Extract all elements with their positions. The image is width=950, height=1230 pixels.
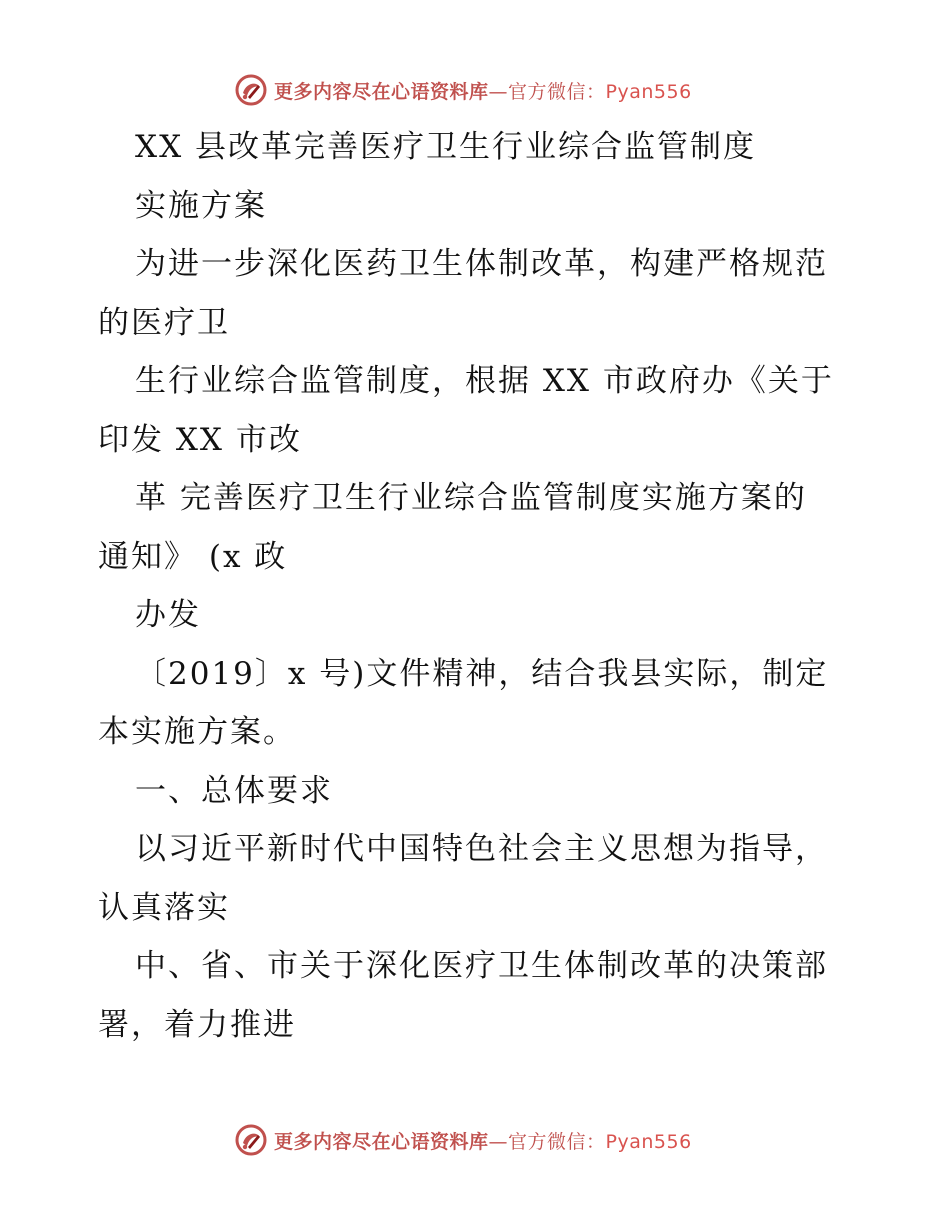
text-line: 革 完善医疗卫生行业综合监管制度实施方案的 [135,480,807,516]
text-line: 中、省、市关于深化医疗卫生体制改革的决策部 [135,948,828,984]
banner-wechat-label: 官方微信： [508,80,606,103]
banner-site-name: 更多内容尽在心语资料库 [274,80,489,103]
text-line: 生行业综合监管制度，根据 XX 市政府办《关于 [135,363,834,399]
banner-wechat-handle: Pyan556 [605,80,692,103]
banner-site-name: 更多内容尽在心语资料库 [274,1130,489,1153]
document-body [98,118,858,1054]
text-line: 印发 XX 市改 [98,421,302,458]
red-swirl-logo-icon [234,1123,268,1157]
text-line: 办发 [135,597,201,633]
text-line: 实施方案 [135,187,267,224]
text-line: 通知》 (x 政 [98,538,288,575]
text-line: 的医疗卫 [98,304,230,341]
text-line: 〔2019〕x 号)文件精神，结合我县实际，制定 [135,655,829,692]
text-line: 署，着力推进 [98,1006,296,1043]
text-line: XX 县改革完善医疗卫生行业综合监管制度 [135,129,756,165]
footer-banner [234,1120,692,1160]
banner-wechat-label: 官方微信： [508,1130,606,1153]
text-line: 为进一步深化医药卫生体制改革，构建严格规范 [135,246,828,282]
banner-text [274,77,692,104]
text-line: 本实施方案。 [98,714,296,750]
header-banner [234,70,692,110]
banner-text [274,1127,692,1154]
banner-dash: — [488,80,509,103]
red-swirl-logo-icon [234,73,268,107]
text-line: 认真落实 [98,889,230,926]
text-line: 以习近平新时代中国特色社会主义思想为指导， [135,831,828,867]
banner-wechat-handle: Pyan556 [605,1130,692,1153]
banner-dash: — [488,1130,509,1153]
text-line: 一、总体要求 [135,772,333,809]
